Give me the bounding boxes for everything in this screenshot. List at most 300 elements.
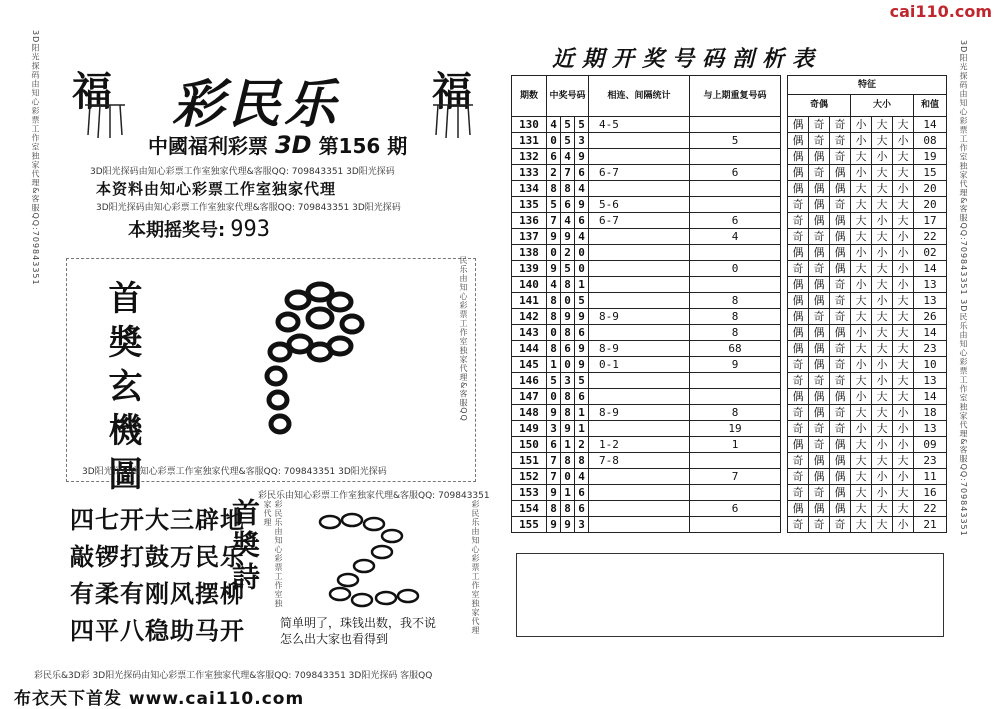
cell-odd-even: 奇 — [788, 405, 809, 421]
draw-label: 本期摇奖号: — [128, 220, 226, 241]
table-row — [512, 229, 947, 245]
header-sum: 和值 — [914, 95, 947, 117]
cell-odd-even: 奇 — [830, 341, 851, 357]
cell-odd-even: 偶 — [809, 181, 830, 197]
cell-sep — [781, 469, 788, 485]
cell-sep — [781, 181, 788, 197]
cell-big-small: 小 — [851, 357, 872, 373]
cell-big-small: 大 — [872, 501, 893, 517]
cell-odd-even: 偶 — [809, 245, 830, 261]
table-row — [512, 373, 947, 389]
cell-digit: 0 — [547, 389, 561, 405]
cell-big-small: 大 — [893, 325, 914, 341]
cell-sum: 17 — [914, 213, 947, 229]
issue-suffix: 期 — [387, 134, 408, 158]
cell-digit: 6 — [575, 501, 589, 517]
cell-related — [589, 469, 690, 485]
cell-odd-even: 奇 — [809, 229, 830, 245]
cell-sep — [781, 357, 788, 373]
cell-issue: 152 — [512, 469, 547, 485]
cell-big-small: 小 — [872, 469, 893, 485]
cell-big-small: 小 — [893, 405, 914, 421]
cell-odd-even: 奇 — [809, 261, 830, 277]
cell-big-small: 大 — [893, 197, 914, 213]
cell-sep — [781, 197, 788, 213]
cell-sep — [781, 405, 788, 421]
cell-digit: 1 — [575, 421, 589, 437]
cell-digit: 8 — [561, 405, 575, 421]
table-row — [512, 437, 947, 453]
cell-repeat — [690, 485, 781, 501]
cell-sum: 11 — [914, 469, 947, 485]
cell-big-small: 大 — [893, 341, 914, 357]
cell-related — [589, 277, 690, 293]
cell-digit: 4 — [561, 149, 575, 165]
cell-big-small: 大 — [851, 197, 872, 213]
cell-big-small: 小 — [872, 245, 893, 261]
right-edge-text: 3D阳光探码由知心彩票工作室独家代理&客服QQ:709843351 3D民乐由知心彩票工作室独家代理&客服QQ:709843351 — [959, 40, 968, 537]
cell-related — [589, 181, 690, 197]
table-row — [512, 261, 947, 277]
cell-digit: 4 — [561, 213, 575, 229]
cell-related — [589, 501, 690, 517]
cell-digit: 4 — [575, 181, 589, 197]
site-logo[interactable]: cai110.com — [889, 2, 992, 21]
cell-odd-even: 偶 — [809, 197, 830, 213]
cell-digit: 7 — [547, 453, 561, 469]
cell-odd-even: 偶 — [788, 149, 809, 165]
cell-sum: 09 — [914, 437, 947, 453]
cell-odd-even: 奇 — [830, 517, 851, 533]
cell-digit: 5 — [575, 373, 589, 389]
cell-related — [589, 485, 690, 501]
cell-odd-even: 偶 — [809, 293, 830, 309]
cell-big-small: 小 — [851, 133, 872, 149]
cell-digit: 3 — [575, 517, 589, 533]
cell-digit: 9 — [561, 229, 575, 245]
cell-big-small: 大 — [851, 341, 872, 357]
cell-odd-even: 偶 — [809, 325, 830, 341]
cell-related: 0-1 — [589, 357, 690, 373]
cell-odd-even: 偶 — [788, 133, 809, 149]
cell-issue: 153 — [512, 485, 547, 501]
bottom-bar: 彩民乐&3D彩 3D阳光探码由知心彩票工作室独家代理&客服QQ: 709843351 3D阳光探码 客服QQ — [34, 671, 433, 681]
cell-digit: 1 — [547, 357, 561, 373]
cell-odd-even: 偶 — [788, 245, 809, 261]
cell-odd-even: 偶 — [788, 293, 809, 309]
cell-digit: 9 — [547, 229, 561, 245]
table-row — [512, 133, 947, 149]
cell-sep — [781, 373, 788, 389]
table-row — [512, 469, 947, 485]
table-row — [512, 325, 947, 341]
cell-odd-even: 奇 — [809, 485, 830, 501]
cell-issue: 138 — [512, 245, 547, 261]
cell-digit: 0 — [547, 325, 561, 341]
cell-big-small: 小 — [851, 245, 872, 261]
agent-line: 本资料由知心彩票工作室独家代理 — [96, 180, 337, 198]
cell-sum: 13 — [914, 421, 947, 437]
cell-sep — [781, 325, 788, 341]
cell-big-small: 大 — [872, 133, 893, 149]
cell-big-small: 大 — [851, 293, 872, 309]
cell-related: 5-6 — [589, 197, 690, 213]
cell-issue: 134 — [512, 181, 547, 197]
cell-sum: 20 — [914, 181, 947, 197]
poem-line-3: 有柔有刚风摆柳 — [70, 580, 245, 608]
cell-issue: 154 — [512, 501, 547, 517]
cell-sum: 22 — [914, 229, 947, 245]
cell-related: 4-5 — [589, 117, 690, 133]
cell-repeat — [690, 197, 781, 213]
table-row — [512, 197, 947, 213]
cell-digit: 8 — [561, 325, 575, 341]
cell-odd-even: 偶 — [809, 277, 830, 293]
cell-big-small: 小 — [851, 165, 872, 181]
cell-repeat — [690, 245, 781, 261]
cell-digit: 9 — [547, 261, 561, 277]
cell-big-small: 小 — [872, 213, 893, 229]
cell-digit: 9 — [561, 309, 575, 325]
cell-digit: 9 — [575, 309, 589, 325]
cell-big-small: 小 — [872, 437, 893, 453]
table-row — [512, 245, 947, 261]
cell-big-small: 小 — [893, 245, 914, 261]
header-winning: 中奖号码 — [547, 76, 589, 117]
cell-big-small: 大 — [851, 229, 872, 245]
cell-digit: 9 — [547, 485, 561, 501]
cell-repeat: 19 — [690, 421, 781, 437]
cell-odd-even: 奇 — [788, 261, 809, 277]
cell-digit: 6 — [547, 437, 561, 453]
cell-big-small: 大 — [851, 181, 872, 197]
cell-big-small: 大 — [872, 421, 893, 437]
cell-digit: 0 — [547, 133, 561, 149]
fu-right: 福 — [432, 68, 472, 115]
table-row — [512, 309, 947, 325]
cell-repeat: 0 — [690, 261, 781, 277]
issue-3d: 3D — [274, 131, 312, 159]
cell-digit: 4 — [575, 469, 589, 485]
cell-big-small: 小 — [893, 469, 914, 485]
cell-issue: 135 — [512, 197, 547, 213]
cell-digit: 9 — [561, 421, 575, 437]
cell-digit: 9 — [575, 149, 589, 165]
cell-big-small: 大 — [872, 389, 893, 405]
cell-related: 6-7 — [589, 165, 690, 181]
cell-odd-even: 偶 — [830, 181, 851, 197]
cell-odd-even: 偶 — [830, 437, 851, 453]
cell-big-small: 大 — [872, 341, 893, 357]
cell-odd-even: 奇 — [830, 117, 851, 133]
cell-repeat: 7 — [690, 469, 781, 485]
cell-repeat: 8 — [690, 309, 781, 325]
box1-side-text: 民乐由知心彩票工作室独家代理&客服QQ — [459, 256, 468, 422]
cell-issue: 148 — [512, 405, 547, 421]
cell-sep — [781, 293, 788, 309]
cell-related — [589, 389, 690, 405]
cell-big-small: 大 — [893, 373, 914, 389]
cell-related: 8-9 — [589, 309, 690, 325]
cell-digit: 9 — [575, 341, 589, 357]
cell-odd-even: 偶 — [830, 453, 851, 469]
cell-related — [589, 373, 690, 389]
cell-big-small: 大 — [893, 293, 914, 309]
cell-sep — [781, 277, 788, 293]
cell-big-small: 大 — [893, 117, 914, 133]
box2-side-text-right: 彩民乐由知心彩票工作室独家代理 — [471, 500, 480, 635]
cell-sum: 13 — [914, 293, 947, 309]
cell-digit: 1 — [575, 405, 589, 421]
brand-title: 彩民乐 — [172, 74, 341, 135]
cell-odd-even: 奇 — [788, 517, 809, 533]
cell-odd-even: 偶 — [830, 165, 851, 181]
left-edge-text: 3D阳光探码由知心彩票工作室独家代理&客服QQ:709843351 — [31, 30, 40, 286]
cell-big-small: 小 — [872, 293, 893, 309]
cell-big-small: 小 — [893, 181, 914, 197]
poem-line-1: 四七开大三辟地 — [70, 506, 245, 534]
cell-odd-even: 偶 — [830, 485, 851, 501]
cell-issue: 146 — [512, 373, 547, 389]
cell-odd-even: 偶 — [830, 261, 851, 277]
cell-odd-even: 偶 — [788, 501, 809, 517]
cell-related — [589, 133, 690, 149]
cell-digit: 4 — [547, 117, 561, 133]
cell-big-small: 大 — [851, 309, 872, 325]
cell-big-small: 大 — [893, 149, 914, 165]
cell-related: 8-9 — [589, 405, 690, 421]
cell-big-small: 大 — [893, 357, 914, 373]
cell-repeat — [690, 517, 781, 533]
cell-sep — [781, 485, 788, 501]
cell-sum: 13 — [914, 277, 947, 293]
cell-big-small: 小 — [851, 117, 872, 133]
cell-repeat: 68 — [690, 341, 781, 357]
table-row — [512, 181, 947, 197]
header-repeat: 与上期重复号码 — [690, 76, 781, 117]
cell-digit: 2 — [561, 245, 575, 261]
cell-issue: 130 — [512, 117, 547, 133]
cell-digit: 0 — [575, 261, 589, 277]
footer-text[interactable]: 布衣天下首发 www.cai110.com — [14, 689, 305, 709]
cell-odd-even: 奇 — [788, 469, 809, 485]
cell-big-small: 大 — [893, 485, 914, 501]
cell-odd-even: 奇 — [788, 229, 809, 245]
cell-odd-even: 偶 — [809, 405, 830, 421]
table-row — [512, 389, 947, 405]
cell-odd-even: 偶 — [830, 213, 851, 229]
cell-issue: 142 — [512, 309, 547, 325]
cell-big-small: 大 — [851, 437, 872, 453]
cell-big-small: 小 — [851, 389, 872, 405]
cell-sep — [781, 341, 788, 357]
cell-digit: 6 — [561, 341, 575, 357]
cell-related — [589, 245, 690, 261]
cell-sep — [781, 117, 788, 133]
cell-repeat: 6 — [690, 501, 781, 517]
cell-big-small: 大 — [893, 501, 914, 517]
cell-digit: 8 — [561, 453, 575, 469]
cell-issue: 139 — [512, 261, 547, 277]
cell-issue: 143 — [512, 325, 547, 341]
table-row — [512, 405, 947, 421]
cell-digit: 8 — [547, 341, 561, 357]
cell-digit: 8 — [561, 181, 575, 197]
left-panel — [0, 0, 500, 707]
cell-big-small: 大 — [872, 165, 893, 181]
cell-odd-even: 奇 — [809, 421, 830, 437]
cell-digit: 8 — [561, 389, 575, 405]
cell-sum: 15 — [914, 165, 947, 181]
header-odd-even: 奇偶 — [788, 95, 851, 117]
issue-prefix: 中國福利彩票 — [148, 134, 268, 158]
cell-sep — [781, 421, 788, 437]
cell-repeat: 9 — [690, 357, 781, 373]
cell-odd-even: 奇 — [788, 357, 809, 373]
cell-repeat: 8 — [690, 405, 781, 421]
cell-odd-even: 偶 — [830, 325, 851, 341]
cell-digit: 5 — [561, 133, 575, 149]
cell-repeat: 8 — [690, 325, 781, 341]
cell-big-small: 大 — [872, 405, 893, 421]
cell-odd-even: 偶 — [788, 165, 809, 181]
cell-odd-even: 偶 — [788, 389, 809, 405]
cell-odd-even: 奇 — [809, 117, 830, 133]
cell-digit: 5 — [575, 117, 589, 133]
cell-big-small: 大 — [893, 213, 914, 229]
cell-odd-even: 偶 — [788, 181, 809, 197]
cell-digit: 6 — [575, 213, 589, 229]
cell-big-small: 小 — [872, 149, 893, 165]
cell-big-small: 小 — [893, 229, 914, 245]
cell-repeat — [690, 117, 781, 133]
cell-odd-even: 偶 — [830, 501, 851, 517]
cell-repeat: 5 — [690, 133, 781, 149]
cell-digit: 4 — [547, 277, 561, 293]
table-row — [512, 341, 947, 357]
cell-digit: 0 — [561, 469, 575, 485]
cell-sep — [781, 453, 788, 469]
cell-digit: 7 — [547, 213, 561, 229]
cell-odd-even: 奇 — [830, 293, 851, 309]
cell-big-small: 小 — [893, 421, 914, 437]
cell-related — [589, 325, 690, 341]
cell-big-small: 大 — [872, 117, 893, 133]
cell-digit: 3 — [561, 373, 575, 389]
cell-related — [589, 229, 690, 245]
cell-digit: 6 — [561, 197, 575, 213]
table-row — [512, 293, 947, 309]
lantern-right-icon — [428, 100, 478, 140]
cell-odd-even: 奇 — [830, 149, 851, 165]
cell-sep — [781, 245, 788, 261]
cell-digit: 1 — [575, 277, 589, 293]
cell-big-small: 大 — [872, 325, 893, 341]
cell-issue: 145 — [512, 357, 547, 373]
cell-odd-even: 偶 — [788, 277, 809, 293]
cell-odd-even: 奇 — [788, 421, 809, 437]
cell-big-small: 大 — [872, 181, 893, 197]
cell-repeat — [690, 389, 781, 405]
coin-chain-icon — [312, 510, 422, 610]
cell-big-small: 小 — [893, 277, 914, 293]
cell-digit: 8 — [547, 293, 561, 309]
cell-odd-even: 偶 — [809, 453, 830, 469]
cell-digit: 0 — [547, 245, 561, 261]
cell-odd-even: 奇 — [830, 421, 851, 437]
cell-issue: 147 — [512, 389, 547, 405]
cell-issue: 141 — [512, 293, 547, 309]
cell-big-small: 大 — [872, 453, 893, 469]
cell-odd-even: 偶 — [830, 229, 851, 245]
cell-sum: 16 — [914, 485, 947, 501]
header-feature: 特征 — [788, 76, 947, 95]
table-row — [512, 357, 947, 373]
cell-big-small: 大 — [851, 373, 872, 389]
cell-big-small: 大 — [851, 149, 872, 165]
cell-odd-even: 偶 — [809, 501, 830, 517]
cell-issue: 149 — [512, 421, 547, 437]
draw-row — [128, 216, 270, 242]
table-row — [512, 501, 947, 517]
cell-digit: 2 — [547, 165, 561, 181]
cell-big-small: 小 — [851, 277, 872, 293]
cell-issue: 150 — [512, 437, 547, 453]
cell-big-small: 小 — [893, 261, 914, 277]
cell-digit: 7 — [547, 469, 561, 485]
cell-issue: 151 — [512, 453, 547, 469]
cell-big-small: 小 — [872, 373, 893, 389]
cell-sep — [781, 437, 788, 453]
cell-odd-even: 偶 — [788, 341, 809, 357]
cell-related — [589, 261, 690, 277]
cell-odd-even: 奇 — [809, 437, 830, 453]
cell-digit: 9 — [547, 517, 561, 533]
cell-big-small: 大 — [851, 517, 872, 533]
cell-digit: 5 — [547, 197, 561, 213]
cell-big-small: 大 — [851, 501, 872, 517]
cell-odd-even: 奇 — [830, 309, 851, 325]
cell-odd-even: 偶 — [809, 357, 830, 373]
cell-issue: 136 — [512, 213, 547, 229]
cell-odd-even: 奇 — [788, 197, 809, 213]
cell-odd-even: 偶 — [788, 325, 809, 341]
cell-digit: 7 — [561, 165, 575, 181]
box2-side-text: 彩民乐由知心彩票工作室独家代理 — [263, 500, 283, 608]
cell-issue: 155 — [512, 517, 547, 533]
cell-repeat — [690, 453, 781, 469]
cell-digit: 3 — [575, 133, 589, 149]
cell-big-small: 小 — [851, 421, 872, 437]
cell-digit: 0 — [561, 293, 575, 309]
cell-odd-even: 奇 — [788, 213, 809, 229]
cell-sum: 18 — [914, 405, 947, 421]
cell-odd-even: 奇 — [830, 197, 851, 213]
poem-note-2: 怎么出大家也看得到 — [280, 632, 389, 646]
cell-odd-even: 奇 — [809, 165, 830, 181]
cell-odd-even: 奇 — [830, 277, 851, 293]
cell-repeat: 1 — [690, 437, 781, 453]
cell-digit: 9 — [575, 197, 589, 213]
cell-repeat — [690, 373, 781, 389]
table-title: 近期开奖号码剖析表 — [552, 46, 823, 72]
cell-digit: 8 — [547, 181, 561, 197]
cell-odd-even: 偶 — [830, 469, 851, 485]
cell-digit: 5 — [547, 373, 561, 389]
draw-number: 993 — [230, 217, 271, 242]
header-issue: 期数 — [512, 76, 547, 117]
cell-sum: 14 — [914, 325, 947, 341]
